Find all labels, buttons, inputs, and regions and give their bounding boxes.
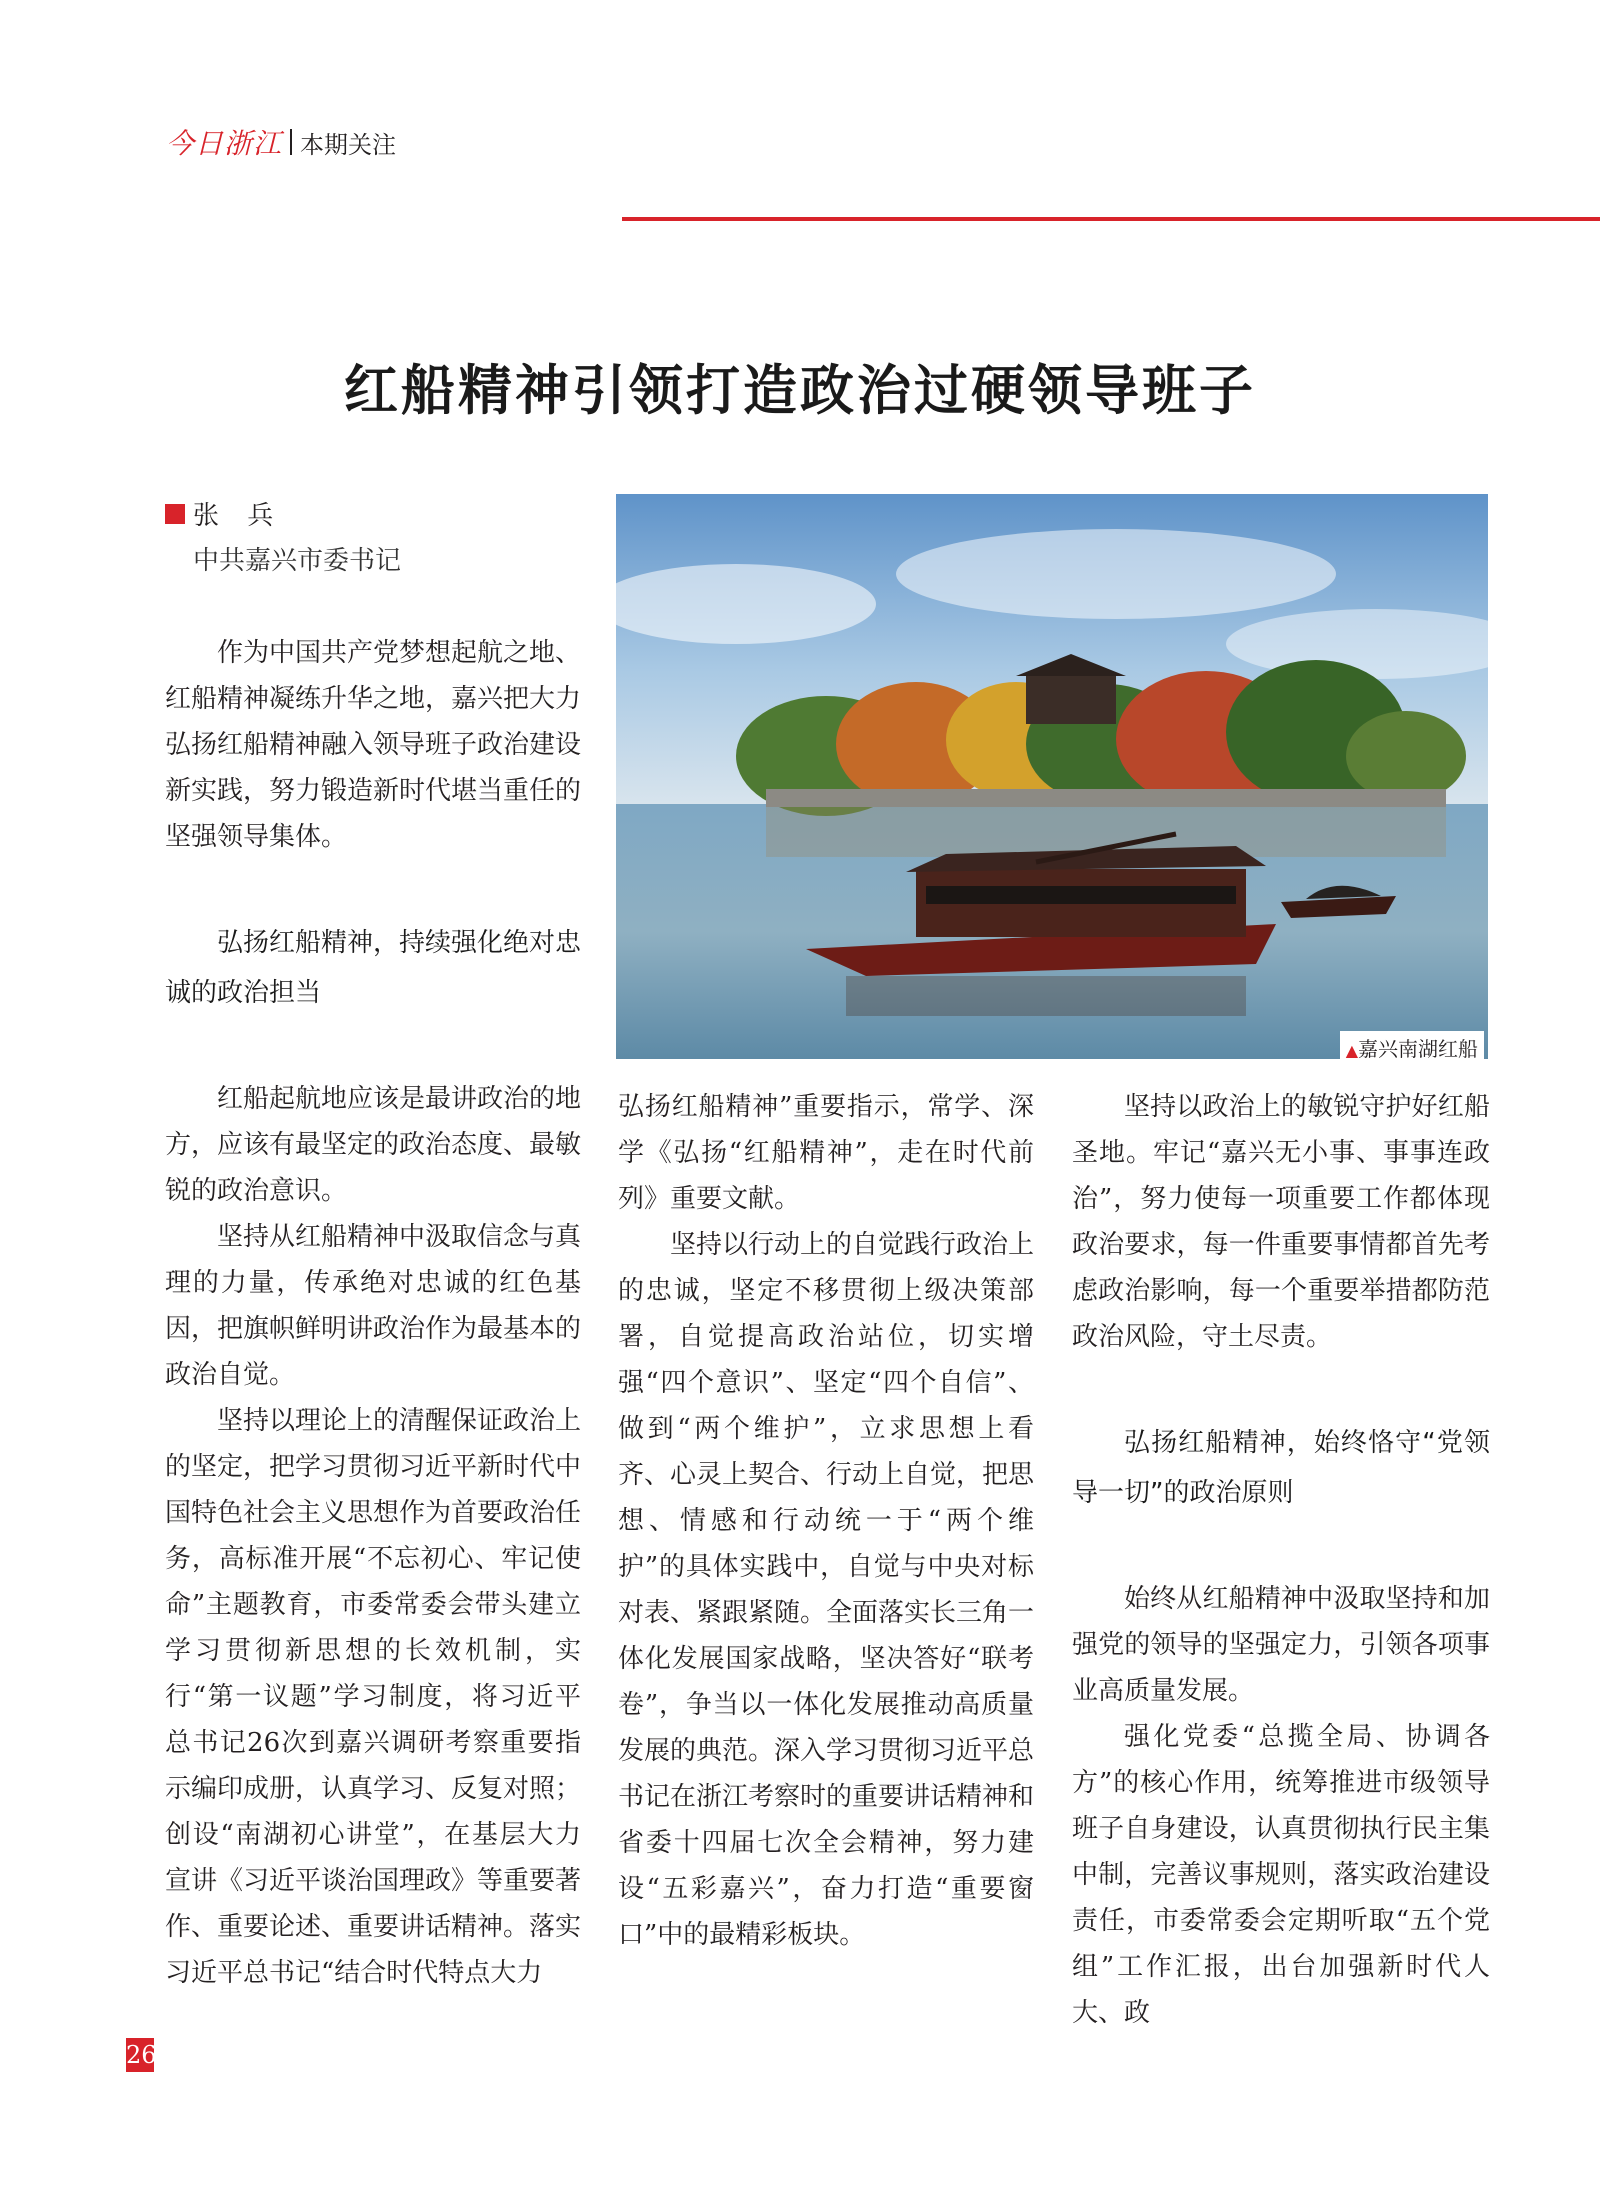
paragraph: 红船起航地应该是最讲政治的地方，应该有最坚定的政治态度、最敏锐的政治意识。 xyxy=(165,1084,582,1206)
paragraph: 坚持以政治上的敏锐守护好红船圣地。牢记“嘉兴无小事、事事连政治”，努力使每一项重要工作都体现政治要求，每一件重要事情都首先考虑政治影响，每一个重要举措都防范政治风险，守土尽责。 xyxy=(1072,1092,1490,1352)
red-square-icon xyxy=(165,504,185,524)
column-2 xyxy=(618,1084,1034,1958)
author-byline xyxy=(165,495,283,532)
photo-caption xyxy=(1340,1031,1484,1064)
section-heading-2: 弘扬红船精神，始终恪守“党领导一切”的政治原则 xyxy=(1072,1428,1490,1508)
paragraph: 弘扬红船精神”重要指示，常学、深学《弘扬“红船精神”，走在时代前列》重要文献。 xyxy=(618,1092,1034,1214)
paragraph: 坚持以行动上的自觉践行政治上的忠诚，坚定不移贯彻上级决策部署，自觉提高政治站位，切实增强“四个意识”、坚定“四个自信”、做到“两个维护”，立求思想上看齐、心灵上契合、行动上自觉，把思想、情感和行动统一于“两个维护”的具体实践中，自觉与中央对标对表、紧跟紧随。全面落实长三角一体化发展国家战略，坚决答好“联考卷”，争当以一体化发展推动高质量发展的典范。深入学习贯彻习近平总书记在浙江考察时的重要讲话精神和省委十四届七次全会精神，努力建设“五彩嘉兴”，奋力打造“重要窗口”中的最精彩板块。 xyxy=(618,1230,1035,1950)
header-red-rule xyxy=(622,217,1600,221)
paragraph: 坚持以理论上的清醒保证政治上的坚定，把学习贯彻习近平新时代中国特色社会主义思想作为首要政治任务，高标准开展“不忘初心、牢记使命”主题教育，市委常委会带头建立学习贯彻新思想的长效机制，实行“第一议题”学习制度，将习近平总书记26次到嘉兴调研考察重要指示编印成册，认真学习、反复对照；创设“南湖初心讲堂”，在基层大力宣讲《习近平谈治国理政》等重要著作、重要论述、重要讲话精神。落实习近平总书记“结合时代特点大力 xyxy=(165,1406,582,1988)
author-name: 张 兵 xyxy=(193,501,284,531)
paragraph: 坚持从红船精神中汲取信念与真理的力量，传承绝对忠诚的红色基因，把旗帜鲜明讲政治作为最基本的政治自觉。 xyxy=(165,1222,582,1390)
page-header xyxy=(166,122,396,162)
red-boat-photo xyxy=(616,494,1488,1059)
section-heading-1: 弘扬红船精神，持续强化绝对忠诚的政治担当 xyxy=(165,928,582,1008)
author-role: 中共嘉兴市委书记 xyxy=(193,546,402,576)
paragraph: 始终从红船精神中汲取坚持和加强党的领导的坚强定力，引领各项事业高质量发展。 xyxy=(1072,1584,1490,1706)
caption-text: 嘉兴南湖红船 xyxy=(1358,1037,1478,1061)
article-title: 红船精神引领打造政治过硬领导班子 xyxy=(344,358,1256,422)
intro-paragraph: 作为中国共产党梦想起航之地、红船精神凝练升华之地，嘉兴把大力弘扬红船精神融入领导班子政治建设新实践，努力锻造新时代堪当重任的坚强领导集体。 xyxy=(165,638,582,852)
column-1 xyxy=(165,630,581,1996)
page-number: 26 xyxy=(126,2038,154,2072)
paragraph: 强化党委“总揽全局、协调各方”的核心作用，统筹推进市级领导班子自身建设，认真贯彻执行民主集中制，完善议事规则，落实政治建设责任，市委常委会定期听取“五个党组”工作汇报，出台加强新时代人大、政 xyxy=(1072,1722,1490,2028)
column-3 xyxy=(1072,1084,1490,2036)
header-divider xyxy=(290,129,292,155)
triangle-icon: ▲ xyxy=(1345,1041,1358,1060)
magazine-logo: 今日浙江 xyxy=(166,127,283,160)
section-label: 本期关注 xyxy=(300,130,397,159)
